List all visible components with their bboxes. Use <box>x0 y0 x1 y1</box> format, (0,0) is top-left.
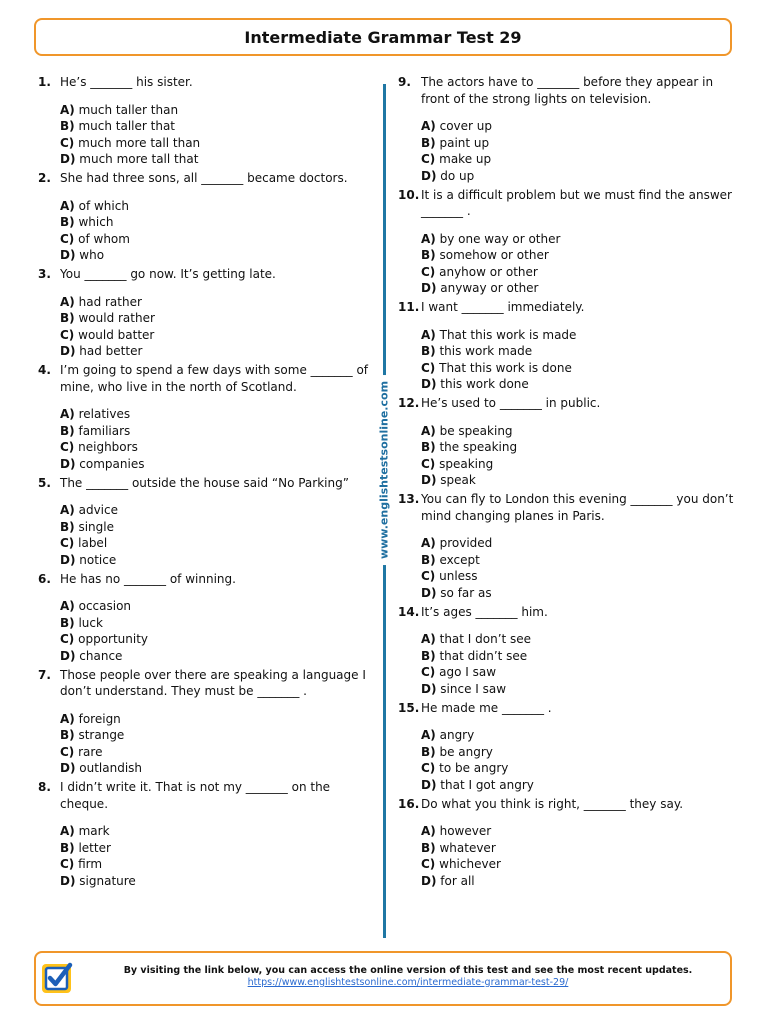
question-number: 6. <box>38 571 51 586</box>
answer-option[interactable] <box>421 423 738 440</box>
option-text: firm <box>78 857 103 871</box>
option-text: since I saw <box>440 681 507 696</box>
question-number: 7. <box>38 667 51 682</box>
answer-option[interactable] <box>421 360 738 377</box>
answer-option[interactable] <box>421 664 738 681</box>
option-text: anyway or other <box>440 281 539 295</box>
option-letter: D) <box>60 248 76 262</box>
option-letter: B) <box>421 248 436 262</box>
answer-option[interactable] <box>421 327 738 344</box>
question-stem <box>38 475 368 492</box>
option-letter: C) <box>421 665 436 679</box>
option-letter: A) <box>60 599 75 613</box>
question-text: He has no _______ of winning. <box>60 571 236 586</box>
question-number: 4. <box>38 363 51 377</box>
question-stem <box>38 266 368 283</box>
option-letter: A) <box>421 327 436 342</box>
option-text: mark <box>78 824 110 838</box>
option-text: that didn’t see <box>439 648 528 663</box>
answer-option[interactable] <box>421 264 738 281</box>
answer-option[interactable] <box>60 231 368 248</box>
answer-options <box>398 823 738 889</box>
option-text: letter <box>78 840 111 855</box>
question-text: He’s used to _______ in public. <box>421 396 601 410</box>
answer-option[interactable] <box>421 118 738 135</box>
question-number: 9. <box>398 75 411 89</box>
question-block <box>38 170 368 264</box>
option-letter: B) <box>60 311 75 325</box>
answer-option[interactable] <box>421 231 738 248</box>
answer-option[interactable] <box>60 598 368 615</box>
option-text: ago I saw <box>439 665 497 679</box>
option-letter: B) <box>421 344 436 358</box>
option-text: which <box>78 215 114 229</box>
option-text: by one way or other <box>439 231 561 246</box>
question-block <box>398 299 738 393</box>
option-letter: A) <box>421 536 436 550</box>
answer-options <box>38 406 368 472</box>
answer-options <box>398 327 738 393</box>
answer-option[interactable] <box>60 151 368 168</box>
option-letter: B) <box>421 744 436 759</box>
option-letter: C) <box>60 135 75 150</box>
answer-option[interactable] <box>60 439 368 456</box>
answer-option[interactable] <box>421 439 738 456</box>
option-text: that I got angry <box>440 777 534 792</box>
answer-options <box>398 423 738 489</box>
option-letter: C) <box>60 440 75 454</box>
question-stem <box>398 299 738 316</box>
option-text: whatever <box>439 840 496 855</box>
site-watermark: www.englishtestsonline.com <box>378 375 391 565</box>
question-stem <box>38 571 368 588</box>
question-block <box>398 187 738 297</box>
answer-option[interactable] <box>60 711 368 728</box>
option-letter: B) <box>421 440 436 454</box>
answer-option[interactable] <box>421 343 738 360</box>
option-letter: B) <box>421 648 436 663</box>
answer-option[interactable] <box>60 294 368 311</box>
footer-link[interactable]: https://www.englishtestsonline.com/intermediate-grammar-test-29/ <box>247 977 569 988</box>
question-stem <box>398 604 738 621</box>
option-letter: A) <box>421 231 436 246</box>
option-letter: D) <box>60 761 76 775</box>
question-block <box>38 667 368 777</box>
answer-option[interactable] <box>60 744 368 761</box>
question-number: 14. <box>398 604 420 619</box>
question-text: I’m going to spend a few days with some _______ of mine, who live in the north of Scotland. <box>60 363 369 394</box>
answer-options <box>38 294 368 360</box>
option-text: of whom <box>78 231 130 246</box>
option-text: companies <box>79 456 145 471</box>
option-letter: B) <box>60 119 75 133</box>
answer-option[interactable] <box>421 376 738 393</box>
option-letter: D) <box>421 681 437 696</box>
answer-option[interactable] <box>421 681 738 698</box>
answer-option[interactable] <box>421 247 738 264</box>
option-text: would batter <box>78 327 155 342</box>
option-text: advice <box>78 503 118 517</box>
option-letter: B) <box>60 728 75 742</box>
option-text: had better <box>79 344 143 358</box>
option-text: notice <box>79 552 117 567</box>
option-text: the speaking <box>439 440 518 454</box>
page-title: Intermediate Grammar Test 29 <box>244 27 522 47</box>
option-letter: C) <box>421 264 436 279</box>
option-letter: D) <box>60 456 76 471</box>
option-letter: D) <box>421 585 437 600</box>
title-box <box>34 18 732 56</box>
option-letter: B) <box>60 840 75 855</box>
question-number: 2. <box>38 171 51 185</box>
question-number: 8. <box>38 780 51 794</box>
question-stem <box>398 491 738 524</box>
answer-option[interactable] <box>60 343 368 360</box>
option-text: who <box>79 248 105 262</box>
answer-option[interactable] <box>60 102 368 119</box>
answer-options <box>398 535 738 601</box>
answer-option[interactable] <box>421 552 738 569</box>
option-text: whichever <box>439 857 501 871</box>
option-letter: C) <box>60 744 75 759</box>
option-letter: A) <box>421 632 436 646</box>
answer-option[interactable] <box>421 873 738 890</box>
option-text: except <box>439 552 480 567</box>
question-text: It is a difficult problem but we must find the answer _______ . <box>421 187 732 218</box>
option-text: occasion <box>78 599 132 613</box>
question-block <box>38 779 368 889</box>
option-letter: D) <box>421 473 437 487</box>
option-text: That this work is done <box>439 360 572 375</box>
option-letter: D) <box>421 873 437 888</box>
answer-option[interactable] <box>60 840 368 857</box>
answer-option[interactable] <box>421 135 738 152</box>
question-block <box>398 74 738 184</box>
option-text: of which <box>78 198 129 213</box>
option-text: would rather <box>78 311 155 325</box>
question-stem <box>38 779 368 812</box>
answer-option[interactable] <box>60 823 368 840</box>
option-text: unless <box>439 569 478 583</box>
option-text: signature <box>79 873 136 888</box>
answer-option[interactable] <box>421 535 738 552</box>
question-text: Those people over there are speaking a language I don’t understand. They must be _______ . <box>60 667 366 698</box>
footer-text <box>96 965 720 989</box>
option-letter: D) <box>421 168 437 183</box>
answer-options <box>38 102 368 168</box>
answer-option[interactable] <box>60 327 368 344</box>
option-text: much taller that <box>78 119 176 133</box>
option-text: luck <box>78 615 103 630</box>
option-text: be speaking <box>439 423 513 438</box>
option-text: rare <box>78 744 103 759</box>
answer-options <box>38 711 368 777</box>
option-letter: C) <box>60 857 75 871</box>
option-text: speak <box>440 473 476 487</box>
answer-option[interactable] <box>421 472 738 489</box>
option-text: make up <box>439 152 492 166</box>
option-letter: B) <box>60 215 75 229</box>
option-letter: C) <box>60 327 75 342</box>
answer-option[interactable] <box>60 198 368 215</box>
checkbox-check-icon <box>40 960 74 996</box>
option-text: foreign <box>78 711 121 726</box>
footer-box <box>34 951 732 1006</box>
option-letter: D) <box>60 648 76 663</box>
option-letter: A) <box>60 407 75 421</box>
option-text: do up <box>440 168 475 183</box>
option-text: relatives <box>78 407 131 421</box>
question-text: You can fly to London this evening _______ you don’t mind changing planes in Paris. <box>421 492 734 523</box>
answer-options <box>38 502 368 568</box>
answer-option[interactable] <box>421 568 738 585</box>
question-block <box>38 266 368 360</box>
question-number: 1. <box>38 75 51 89</box>
option-text: chance <box>79 648 123 663</box>
option-text: that I don’t see <box>439 632 532 646</box>
question-stem <box>38 74 368 91</box>
option-letter: B) <box>60 615 75 630</box>
option-letter: C) <box>421 360 436 375</box>
option-text: neighbors <box>78 440 138 454</box>
question-text: He’s _______ his sister. <box>60 75 193 89</box>
option-text: That this work is made <box>439 327 577 342</box>
option-letter: B) <box>60 519 75 534</box>
question-text: You _______ go now. It’s getting late. <box>60 267 276 281</box>
questions-right-column <box>398 74 738 892</box>
option-letter: A) <box>421 824 436 838</box>
option-letter: C) <box>421 569 436 583</box>
question-block <box>398 395 738 489</box>
question-stem <box>38 170 368 187</box>
answer-option[interactable] <box>421 856 738 873</box>
option-letter: A) <box>421 423 436 438</box>
option-text: much taller than <box>78 102 179 117</box>
option-letter: D) <box>421 377 437 391</box>
question-block <box>398 796 738 890</box>
question-block <box>38 362 368 472</box>
question-text: I want _______ immediately. <box>421 300 585 314</box>
question-number: 11. <box>398 300 420 314</box>
option-letter: D) <box>421 777 437 792</box>
option-text: somehow or other <box>439 248 549 262</box>
question-number: 16. <box>398 796 420 811</box>
option-letter: D) <box>60 873 76 888</box>
answer-option[interactable] <box>421 280 738 297</box>
option-text: so far as <box>440 585 492 600</box>
answer-option[interactable] <box>421 456 738 473</box>
option-text: single <box>78 519 114 534</box>
option-letter: D) <box>60 344 76 358</box>
question-stem <box>398 700 738 717</box>
option-letter: C) <box>421 761 436 775</box>
answer-option[interactable] <box>421 168 738 185</box>
option-letter: C) <box>60 231 75 246</box>
option-letter: D) <box>421 281 437 295</box>
answer-option[interactable] <box>60 423 368 440</box>
question-number: 3. <box>38 267 51 281</box>
question-text: The actors have to _______ before they appear in front of the strong lights on television. <box>421 75 714 106</box>
option-letter: A) <box>60 198 75 213</box>
option-letter: B) <box>60 423 75 438</box>
question-stem <box>38 362 368 395</box>
option-text: speaking <box>439 456 494 471</box>
question-block <box>38 475 368 569</box>
option-text: this work made <box>439 344 533 358</box>
question-number: 15. <box>398 700 420 715</box>
option-text: much more tall that <box>79 152 199 166</box>
answer-option[interactable] <box>60 535 368 552</box>
question-text: He made me _______ . <box>421 700 552 715</box>
answer-option[interactable] <box>421 648 738 665</box>
option-letter: B) <box>421 135 436 150</box>
option-text: be angry <box>439 744 493 759</box>
option-text: much more tall than <box>78 135 201 150</box>
answer-option[interactable] <box>421 151 738 168</box>
option-letter: A) <box>60 294 75 309</box>
answer-option[interactable] <box>60 406 368 423</box>
question-block <box>38 74 368 168</box>
answer-option[interactable] <box>60 118 368 135</box>
question-number: 12. <box>398 396 420 410</box>
question-stem <box>38 667 368 700</box>
answer-option[interactable] <box>60 310 368 327</box>
question-number: 5. <box>38 475 51 490</box>
option-letter: D) <box>60 552 76 567</box>
option-letter: B) <box>421 552 436 567</box>
question-number: 13. <box>398 492 420 506</box>
question-block <box>398 491 738 601</box>
option-letter: A) <box>60 711 75 726</box>
answer-option[interactable] <box>421 727 738 744</box>
option-text: this work done <box>440 377 529 391</box>
answer-option[interactable] <box>60 519 368 536</box>
option-text: cover up <box>439 119 493 133</box>
question-stem <box>398 187 738 220</box>
answer-option[interactable] <box>60 760 368 777</box>
question-text: The _______ outside the house said “No Parking” <box>60 475 349 490</box>
question-stem <box>398 74 738 107</box>
answer-option[interactable] <box>60 135 368 152</box>
option-text: angry <box>439 728 475 742</box>
answer-option[interactable] <box>60 552 368 569</box>
option-text: familiars <box>78 423 131 438</box>
answer-option[interactable] <box>60 456 368 473</box>
option-letter: C) <box>421 857 436 871</box>
answer-options <box>398 118 738 184</box>
option-letter: A) <box>60 102 75 117</box>
option-letter: C) <box>421 456 436 471</box>
question-text: Do what you think is right, _______ they say. <box>421 796 684 811</box>
answer-option[interactable] <box>421 823 738 840</box>
option-text: outlandish <box>79 761 143 775</box>
option-text: anyhow or other <box>439 264 538 279</box>
answer-option[interactable] <box>421 777 738 794</box>
answer-options <box>398 727 738 793</box>
question-text: It’s ages _______ him. <box>421 604 548 619</box>
answer-option[interactable] <box>60 214 368 231</box>
answer-option[interactable] <box>60 631 368 648</box>
answer-options <box>38 598 368 664</box>
question-block <box>38 571 368 665</box>
option-text: strange <box>78 728 125 742</box>
option-letter: A) <box>421 728 436 742</box>
footer-message: By visiting the link below, you can access the online version of this test and see the most recent updates. <box>123 965 693 976</box>
option-letter: D) <box>60 152 76 166</box>
questions-left-column <box>38 74 368 892</box>
answer-option[interactable] <box>421 744 738 761</box>
answer-option[interactable] <box>421 631 738 648</box>
option-letter: C) <box>60 536 75 550</box>
answer-option[interactable] <box>60 727 368 744</box>
option-text: provided <box>439 536 493 550</box>
answer-option[interactable] <box>60 648 368 665</box>
question-block <box>398 700 738 794</box>
option-text: opportunity <box>78 632 149 646</box>
question-stem <box>398 395 738 412</box>
answer-option[interactable] <box>60 856 368 873</box>
option-letter: A) <box>60 824 75 838</box>
answer-option[interactable] <box>60 502 368 519</box>
answer-option[interactable] <box>421 760 738 777</box>
option-text: however <box>439 824 492 838</box>
question-text: I didn’t write it. That is not my _______ on the cheque. <box>60 780 331 811</box>
answer-option[interactable] <box>421 840 738 857</box>
option-letter: C) <box>421 152 436 166</box>
question-text: She had three sons, all _______ became doctors. <box>60 171 348 185</box>
answer-options <box>38 198 368 264</box>
answer-options <box>398 231 738 297</box>
question-block <box>398 604 738 698</box>
question-number: 10. <box>398 187 420 202</box>
answer-option[interactable] <box>60 615 368 632</box>
question-stem <box>398 796 738 813</box>
option-text: for all <box>440 873 475 888</box>
answer-options <box>38 823 368 889</box>
option-text: had rather <box>78 294 142 309</box>
answer-option[interactable] <box>60 873 368 890</box>
answer-option[interactable] <box>421 585 738 602</box>
option-text: to be angry <box>439 761 509 775</box>
option-letter: A) <box>421 119 436 133</box>
answer-option[interactable] <box>60 247 368 264</box>
option-text: label <box>78 536 108 550</box>
option-letter: C) <box>60 632 75 646</box>
option-letter: B) <box>421 840 436 855</box>
option-text: paint up <box>439 135 490 150</box>
answer-options <box>398 631 738 697</box>
option-letter: A) <box>60 503 75 517</box>
